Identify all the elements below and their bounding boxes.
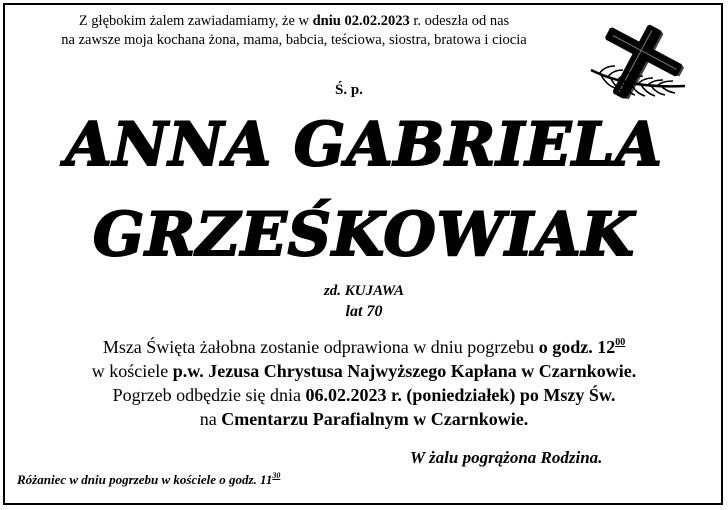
rosary-text: Różaniec w dniu pogrzebu w kościele o godz. 11: [17, 472, 273, 487]
rosary-time-minutes: 30: [272, 471, 281, 480]
mass-line-4-start: na: [199, 409, 222, 429]
funeral-date: 06.02.2023 r. (poniedziałek) po Mszy Św.: [305, 385, 616, 405]
maiden-name: zd. KUJAWA: [323, 283, 405, 299]
intro-line-1-start: Z głębokim żalem zawiadamiamy, że w: [78, 13, 313, 29]
intro-line-2: na zawsze moja kochana żona, mama, babcia, teściowa, siostra, bratowa i ciocia: [61, 32, 527, 48]
mass-line-1-start: Msza Święta żałobna zostanie odprawiona w dniu pogrzebu: [102, 337, 539, 357]
church-name: p.w. Jezusa Chrystusa Najwyższego Kapłana w Czarnkowie.: [172, 361, 637, 381]
mass-time-hour: o godz. 12: [538, 337, 616, 357]
age: lat 70: [345, 303, 383, 320]
mass-time-minutes: 00: [615, 337, 626, 348]
intro-line-1: [14, 12, 574, 31]
cross-with-palm-icon: [585, 22, 693, 104]
death-date: dniu 02.02.2023: [312, 13, 410, 29]
intro-line-1-end: r. odeszła od nas: [409, 13, 510, 29]
mass-line-1: [0, 335, 728, 359]
mass-line-2-start: w kościele: [91, 361, 173, 381]
deceased-surname: GRZEŚKOWIAK: [93, 200, 635, 270]
sp-prefix: Ś. p.: [335, 82, 363, 98]
mass-time: [539, 337, 626, 357]
deceased-first-names: ANNA GABRIELA: [65, 110, 663, 180]
cemetery-name: Cmentarzu Parafialnym w Czarnkowie.: [221, 409, 529, 429]
funeral-info: [0, 335, 728, 431]
mass-line-4: [0, 407, 728, 431]
rosary-note: [17, 472, 280, 488]
intro-text: [14, 12, 574, 50]
mass-line-2: [0, 359, 728, 383]
mass-line-3: [0, 383, 728, 407]
mass-line-3-start: Pogrzeb odbędzie się dnia: [112, 385, 306, 405]
family-signature: W żalu pogrążona Rodzina.: [410, 448, 603, 467]
